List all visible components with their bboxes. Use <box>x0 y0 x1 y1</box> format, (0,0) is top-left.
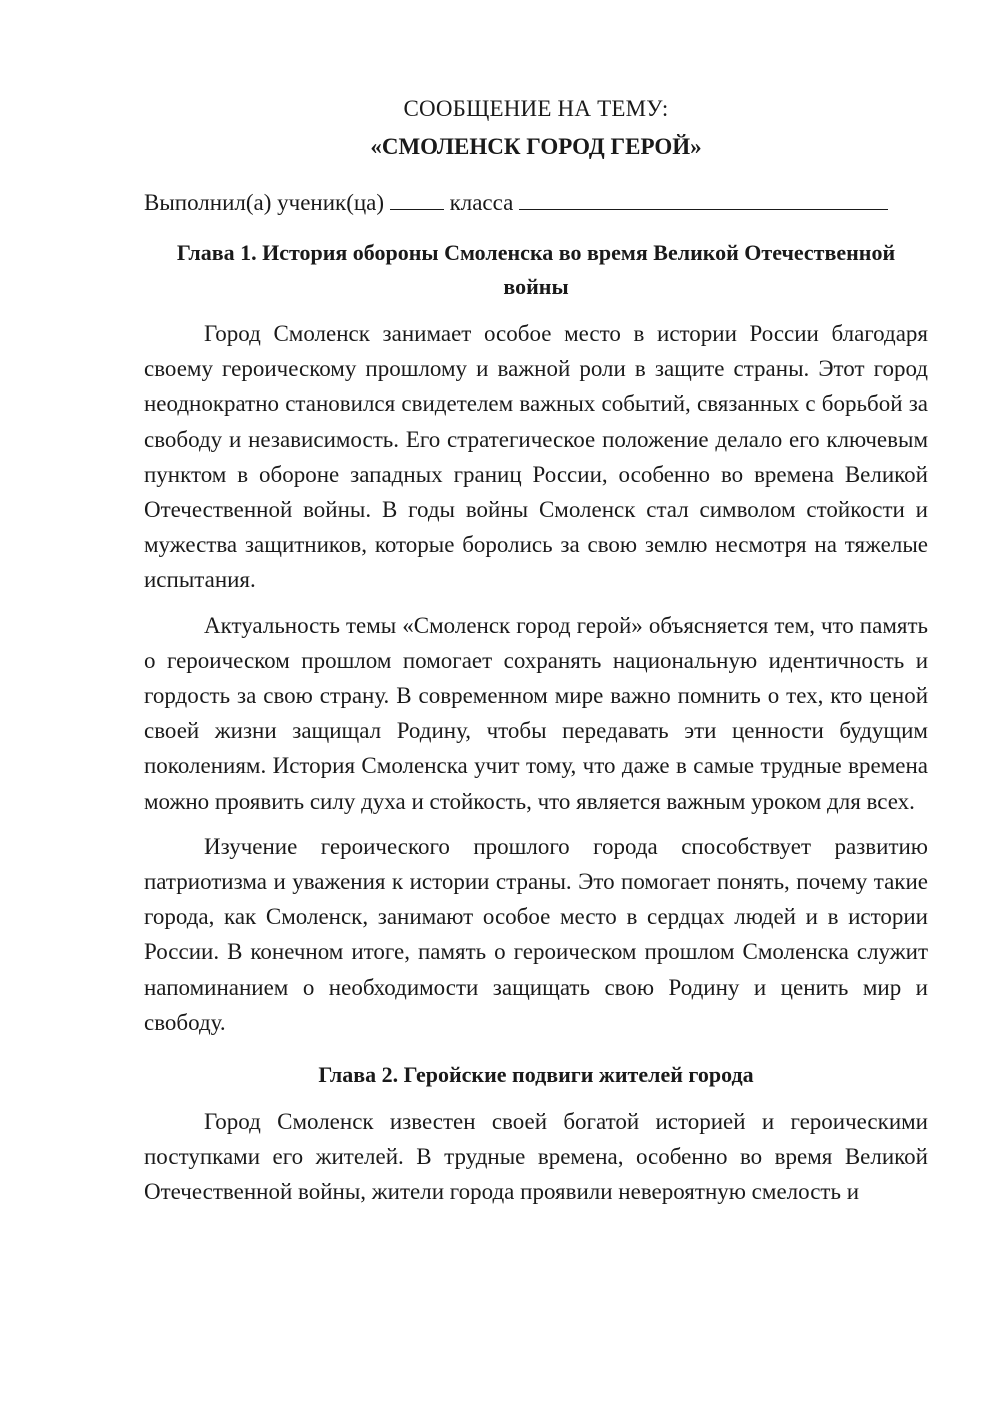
document-title: СООБЩЕНИЕ НА ТЕМУ: <box>403 96 669 121</box>
student-info-line <box>144 186 928 220</box>
class-label: класса <box>449 190 514 215</box>
chapter-1-paragraph-1: Город Смоленск занимает особое место в истории России благодаря своему героическому прошлому и важной роли в защите страны. Этот город неоднократно становился свидетелем важных событий, связанных с борьбой за свободу и независимость. Его стратегическое положение делало его ключевым пунктом в обороне западных границ России, особенно во времена Великой Отечественной войны. В годы войны Смоленск стал символом стойкости и мужества защитников, которые боролись за свою землю несмотря на тяжелые испытания. <box>144 321 928 593</box>
chapter-1-heading: Глава 1. История обороны Смоленска во время Великой Отечественной войны <box>176 240 896 299</box>
chapter-1 <box>144 236 928 1040</box>
chapter-1-paragraph-2: Актуальность темы «Смоленск город герой» объясняется тем, что память о героическом прошлом помогает сохранять национальную идентичность и гордость за свою страну. В современном мире важно помнить о тех, кто ценой своей жизни защищал Родину, чтобы передавать эти ценности будущим поколениям. История Смоленска учит тому, что даже в самые трудные времена можно проявить силу духа и стойкость, что является важным уроком для всех. <box>144 612 928 814</box>
chapter-1-paragraph-3: Изучение героического прошлого города способствует развитию патриотизма и уважения к истории страны. Это помогает понять, почему такие города, как Смоленск, занимают особое место в сердцах людей и в истории России. В конечном итоге, память о героическом прошлом Смоленска служит напоминанием о необходимости защищать свою Родину и ценить мир и свободу. <box>144 833 928 1035</box>
class-number-blank <box>390 187 444 210</box>
chapter-2-heading: Глава 2. Геройские подвиги жителей города <box>318 1062 754 1088</box>
document-topic: «СМОЛЕНСК ГОРОД ГЕРОЙ» <box>370 134 702 159</box>
document-page <box>144 92 928 1210</box>
chapter-2-paragraph-1: Город Смоленск известен своей богатой историей и героическими поступками его жителей. В трудные времена, особенно во время Великой Отечественной войны, жители города проявили невероятную смелость и <box>144 1109 928 1205</box>
chapter-2 <box>144 1058 928 1210</box>
student-name-blank <box>519 187 888 210</box>
student-label: Выполнил(а) ученик(ца) <box>144 190 385 215</box>
